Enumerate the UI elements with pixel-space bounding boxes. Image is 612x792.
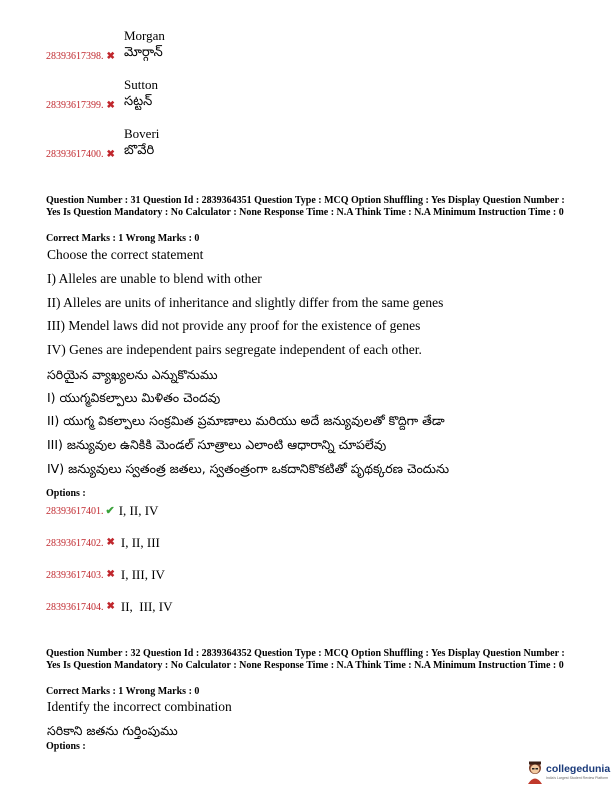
option-text: I, III, IV <box>120 567 165 582</box>
question-31-meta: Question Number : 31 Question Id : 2839364351 Question Type : MCQ Option Shuffling : Yes Display Question Number : Yes Is Question Mandatory : No Calculator : None Response Time : N.A Think Time : N.A Minimum Instruction Time : 0 <box>46 195 565 218</box>
wrong-mark-icon: ✖ <box>106 100 115 111</box>
collegedunia-logo <box>526 756 612 792</box>
statement-te: I) యుగ్మవికల్పాలు మిళితం చెందవు <box>47 390 221 405</box>
option-text: I, II, III <box>120 535 160 550</box>
wrong-mark-icon: ✖ <box>106 537 115 548</box>
option-text: II, III, IV <box>120 599 173 614</box>
statement-te: IV) జన్యువులు స్వతంత్ర జతలు, స్వతంత్రంగా ఒకదానికొకటితో పృథక్కరణ చెందును <box>47 461 450 476</box>
option-row <box>46 598 173 615</box>
question-32-prompt-en: Identify the incorrect combination <box>47 699 232 714</box>
option-row <box>46 502 158 519</box>
option-id: 28393617401. <box>46 506 104 517</box>
statement-te: II) యుగ్మ వికల్పాలు సంక్రమిత ప్రమాణాలు మరియు అదే జన్యువులతో కొద్దిగా తేడా <box>47 413 445 428</box>
option-row <box>46 566 165 583</box>
prev-option-en: Sutton <box>124 77 158 92</box>
correct-check-icon: ✔ <box>105 505 115 517</box>
statement-en: I) Alleles are unable to blend with other <box>47 271 262 286</box>
question-32-marks: Correct Marks : 1 Wrong Marks : 0 <box>46 686 200 697</box>
question-31-prompt-te: సరియైన వ్యాఖ్యలను ఎన్నుకొనుము <box>47 367 218 382</box>
wrong-mark-icon: ✖ <box>106 601 115 612</box>
prev-option-en: Morgan <box>124 28 165 43</box>
options-label: Options : <box>46 488 86 499</box>
student-avatar-icon <box>526 760 544 784</box>
statement-te: III) జన్యువుల ఉనికికి మెండల్ సూత్రాలు ఎలాంటి ఆధారాన్ని చూపలేవు <box>47 437 387 452</box>
option-text: I, II, IV <box>118 503 159 518</box>
question-32-prompt-te: సరికాని జతను గుర్తింపుము <box>47 723 178 738</box>
option-id: 28393617402. <box>46 538 104 549</box>
option-id: 28393617404. <box>46 602 104 613</box>
prev-option-id: 28393617400. <box>46 149 104 160</box>
question-31-marks: Correct Marks : 1 Wrong Marks : 0 <box>46 233 200 244</box>
prev-option-te: సట్టన్ <box>124 94 153 109</box>
logo-name: collegedunia <box>546 763 611 775</box>
question-31-prompt-en: Choose the correct statement <box>47 247 204 262</box>
prev-option-te: బొవేరి <box>124 143 155 158</box>
prev-option-id: 28393617399. <box>46 100 104 111</box>
prev-option-en: Boveri <box>124 126 160 141</box>
prev-option-te: మోర్గాన్ <box>124 45 163 60</box>
statement-en: III) Mendel laws did not provide any proof for the existence of genes <box>47 318 421 333</box>
wrong-mark-icon: ✖ <box>106 51 115 62</box>
wrong-mark-icon: ✖ <box>106 569 115 580</box>
statement-en: II) Alleles are units of inheritance and slightly differ from the same genes <box>47 295 444 310</box>
statement-en: IV) Genes are independent pairs segregate independent of each other. <box>47 342 422 357</box>
option-id: 28393617403. <box>46 570 104 581</box>
wrong-mark-icon: ✖ <box>106 149 115 160</box>
question-32-meta: Question Number : 32 Question Id : 2839364352 Question Type : MCQ Option Shuffling : Yes Display Question Number : Yes Is Question Mandatory : No Calculator : None Response Time : N.A Think Time : N.A Minimum Instruction Time : 0 <box>46 648 565 671</box>
prev-option-id: 28393617398. <box>46 51 104 62</box>
option-row <box>46 534 160 551</box>
options-label: Options : <box>46 741 86 752</box>
logo-tagline: India's Largest Student Review Platform <box>546 776 609 780</box>
